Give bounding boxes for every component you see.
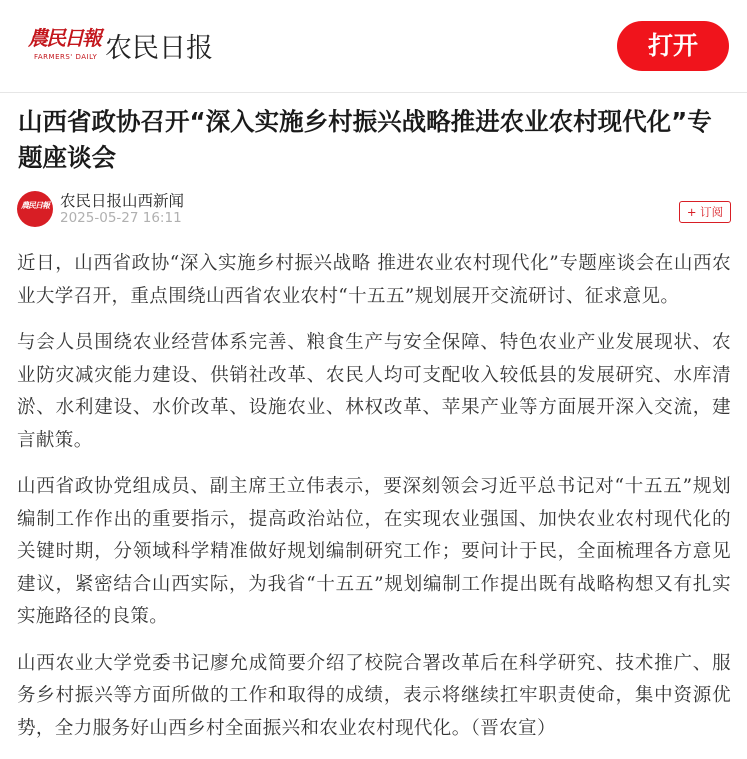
app-header	[0, 0, 747, 93]
open-app-button[interactable]: 打开	[617, 21, 729, 71]
author-row	[17, 188, 731, 230]
article-paragraph: 山西农业大学党委书记廖允成简要介绍了校院合署改革后在科学研究、技术推广、服务乡村振兴等方面所做的工作和取得的成绩，表示将继续扛牢职责使命，集中资源优势，全力服务好山西乡村全面振兴和农业农村现代化。（晋农宣）	[17, 652, 731, 739]
article-body	[17, 248, 731, 759]
app-name: 农民日报	[105, 33, 213, 64]
article-title: 山西省政协召开“深入实施乡村振兴战略推进农业农村现代化”专题座谈会	[18, 107, 712, 172]
article-paragraph: 近日，山西省政协“深入实施乡村振兴战略 推进农业农村现代化”专题座谈会在山西农业大学召开，重点围绕山西省农业农村“十五五”规划展开交流研讨、征求意见。	[17, 253, 731, 307]
article-paragraph: 山西省政协党组成员、副主席王立伟表示，要深刻领会习近平总书记对“十五五”规划编制工作作出的重要指示，提高政治站位，在实现农业强国、加快农业农村现代化的关键时期，分领域科学精准做好规划编制研究工作；要问计于民，全面梳理各方意见建议，紧密结合山西实际，为我省“十五五”规划编制工作提出既有战略构想又有扎实实施路径的良策。	[17, 476, 731, 627]
publish-time: 2025-05-27 16:11	[60, 210, 182, 226]
farmers-daily-logo	[28, 22, 100, 68]
farmers-daily-logo-icon: 農民日報	[21, 200, 49, 210]
author-avatar[interactable]	[17, 191, 53, 227]
author-name[interactable]: 农民日报山西新闻	[60, 192, 185, 210]
article-paragraph: 与会人员围绕农业经营体系完善、粮食生产与安全保障、特色农业产业发展现状、农业防灾减灾能力建设、供销社改革、农民人均可支配收入较低县的发展研究、水库清淤、水利建设、水价改革、设施农业、林权改革、苹果产业等方面展开深入交流，建言献策。	[17, 332, 731, 451]
subscribe-button[interactable]: + 订阅	[679, 201, 731, 223]
logo-calligraphy: 農民日報	[28, 26, 100, 50]
logo-subtext: FARMERS' DAILY	[34, 53, 98, 61]
